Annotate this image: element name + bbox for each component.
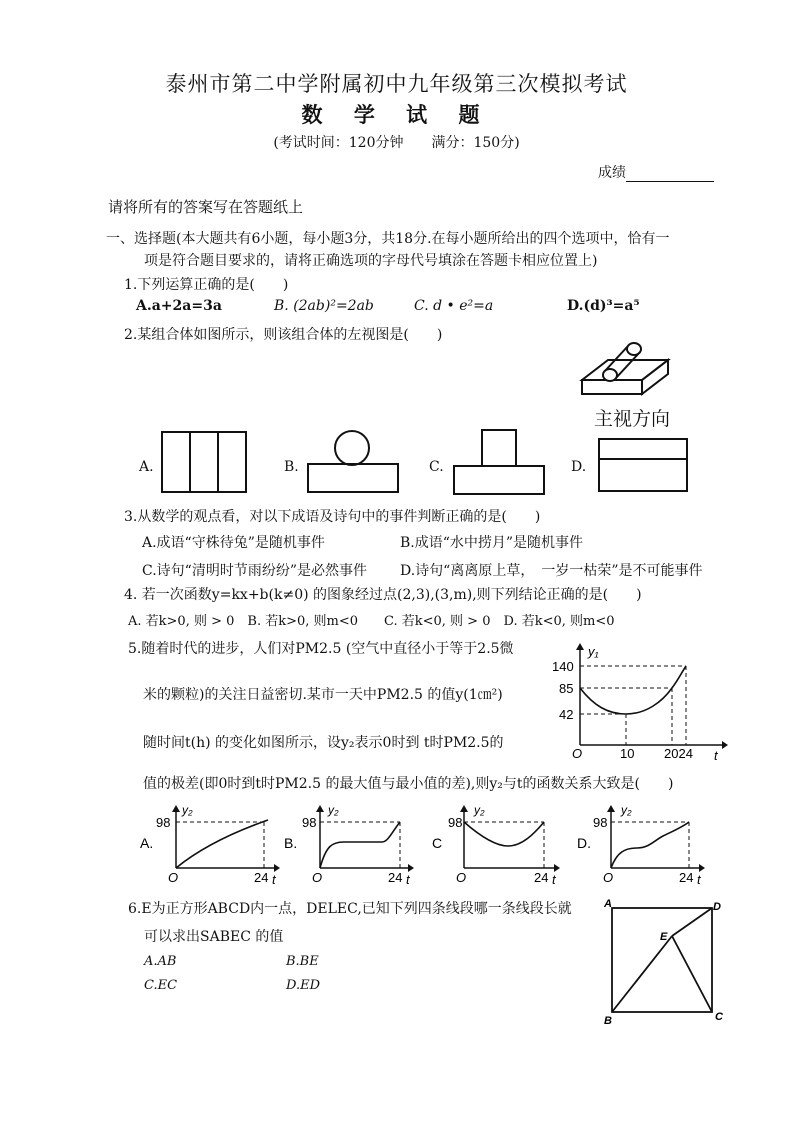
q5-line4: 值的极差(即0时到t时PM2.5 的最大值与最小值的差),则y₂与t的函数关系大致是( ) [143, 776, 674, 792]
exam-subtitle: 数 学 试 题 [301, 102, 492, 127]
q5-graph-ylabel: y₁ [588, 644, 599, 659]
q5-option-b-xtick: 24 [388, 870, 403, 885]
q5-option-a-origin: O [168, 870, 179, 885]
q6-option-a: A.AB [144, 954, 177, 969]
q5-option-d-origin: O [603, 870, 614, 885]
q2-option-c-figure [452, 428, 548, 496]
q5-graph-ytick-140: 140 [552, 659, 574, 674]
q5-option-a-label: A. [140, 835, 154, 851]
section1-line2: 项是符合题目要求的，请将正确选项的字母代号填涂在答题卡相应位置上) [144, 253, 598, 269]
q5-option-b-ytick: 98 [302, 815, 317, 830]
q5-option-a-graph [138, 800, 288, 888]
q2-option-a-figure [160, 430, 250, 496]
q5-option-b-graph [282, 800, 432, 888]
q1-option-b: B. (2ab)²=2ab [274, 298, 374, 314]
q5-option-c-ytick: 98 [448, 815, 463, 830]
score-blank [626, 167, 714, 182]
q5-option-b-ylabel: y₂ [328, 803, 339, 817]
q5-option-b-label: B. [284, 835, 298, 851]
q5-option-d-ytick: 98 [593, 815, 608, 830]
q5-option-b-origin: O [312, 870, 323, 885]
q1-stem: 1.下列运算正确的是( ) [124, 277, 289, 293]
q6-line1: 6.E为正方形ABCD内一点，DELEC,已知下列四条线段哪一条线段长就 [128, 901, 572, 917]
q5-option-a-ylabel: y₂ [182, 803, 193, 817]
q3-option-d: D.诗句“离离原上草， 一岁一枯荣”是不可能事件 [400, 563, 703, 579]
q1-option-a: A.a+2a=3a [136, 298, 222, 314]
q6-point-e: E [660, 931, 668, 943]
q1-option-c: C. d • e²=a [414, 298, 494, 314]
q2-label-b: B. [284, 459, 299, 475]
q5-option-a-ytick: 98 [156, 815, 171, 830]
q5-option-c-origin: O [456, 870, 467, 885]
exam-title: 泰州市第二中学附属初中九年级第三次模拟考试 [165, 72, 628, 96]
notice: 请将所有的答案写在答题纸上 [108, 198, 304, 216]
q5-option-a-xtick: 24 [254, 870, 269, 885]
q6-point-c: C [715, 1011, 723, 1023]
q2-stem: 2.某组合体如图所示，则该组合体的左视图是( ) [124, 327, 443, 343]
q3-option-a: A.成语“守株待兔”是随机事件 [142, 535, 325, 551]
q2-label-c: C. [429, 459, 444, 475]
q5-pm25-graph [550, 640, 730, 762]
q5-line2: 米的颗粒)的关注日益密切.某市一天中PM2.5 的值y(1㎝²) [143, 687, 503, 703]
q5-option-c-xtick: 24 [534, 870, 549, 885]
q4-stem: 4. 若一次函数y=kx+b(k≠0) 的图象经过点(2,3),(3,m),则下列结论正确的是( ) [124, 587, 642, 603]
q6-option-b: B.BE [286, 954, 319, 969]
q6-point-b: B [604, 1015, 612, 1027]
q5-line3: 随时间t(h) 的变化如图所示，设y₂表示0时到 t时PM2.5的 [143, 735, 504, 751]
q5-option-a-tlabel: t [272, 872, 276, 887]
q5-graph-xtick-10: 10 [620, 746, 635, 761]
q5-option-d-tlabel: t [697, 872, 701, 887]
q6-point-d: D [713, 901, 721, 913]
q2-direction-label: 主视方向 [594, 408, 671, 430]
q3-stem: 3.从数学的观点看，对以下成语及诗句中的事件判断正确的是( ) [124, 509, 541, 525]
score-field [598, 162, 714, 182]
q5-option-d-ylabel: y₂ [621, 803, 632, 817]
q6-option-c: C.EC [144, 978, 178, 993]
q5-graph-ytick-42: 42 [559, 707, 574, 722]
q2-option-b-figure [306, 426, 402, 496]
q5-graph-xlabel: t [714, 748, 718, 762]
q5-option-b-tlabel: t [406, 872, 410, 887]
q5-graph-ytick-85: 85 [559, 681, 574, 696]
q5-option-d-graph [575, 800, 715, 888]
q5-option-d-label: D. [577, 835, 591, 851]
q5-option-c-ylabel: y₂ [474, 803, 485, 817]
exam-info: (考试时间：120分钟 满分：150分) [273, 135, 520, 151]
q1-option-d: D.(d)³=a⁵ [567, 298, 640, 314]
q5-option-c-graph [430, 800, 570, 888]
q5-option-c-tlabel: t [552, 872, 556, 887]
q6-option-d: D.ED [286, 978, 321, 993]
q2-option-d-figure [597, 437, 691, 495]
q6-point-a: A [604, 898, 612, 910]
q5-graph-origin: O [572, 746, 583, 761]
q3-option-b: B.成语“水中捞月”是随机事件 [400, 535, 584, 551]
q2-label-d: D. [571, 459, 587, 475]
q5-line1: 5.随着时代的进步，人们对PM2.5 (空气中直径小于等于2.5微 [128, 641, 514, 657]
q5-graph-xtick-2024: 2024 [664, 746, 693, 761]
score-label: 成绩 [598, 165, 626, 181]
q5-option-d-xtick: 24 [679, 870, 694, 885]
q4-options: A. 若k>0, 则 > 0 B. 若k>0, 则m<0 C. 若k<0, 则 > 0 D. 若k<0, 则m<0 [128, 614, 615, 629]
q6-line2: 可以求出SABEC 的值 [144, 929, 284, 945]
section1-line1: 一、选择题(本大题共有6小题，每小题3分，共18分.在每小题所给出的四个选项中，恰有一 [106, 231, 670, 247]
q2-label-a: A. [139, 459, 154, 475]
q3-option-c: C.诗句“清明时节雨纷纷”是必然事件 [142, 563, 367, 579]
q6-square-figure [600, 896, 730, 1030]
q5-option-c-label: C [432, 835, 443, 851]
